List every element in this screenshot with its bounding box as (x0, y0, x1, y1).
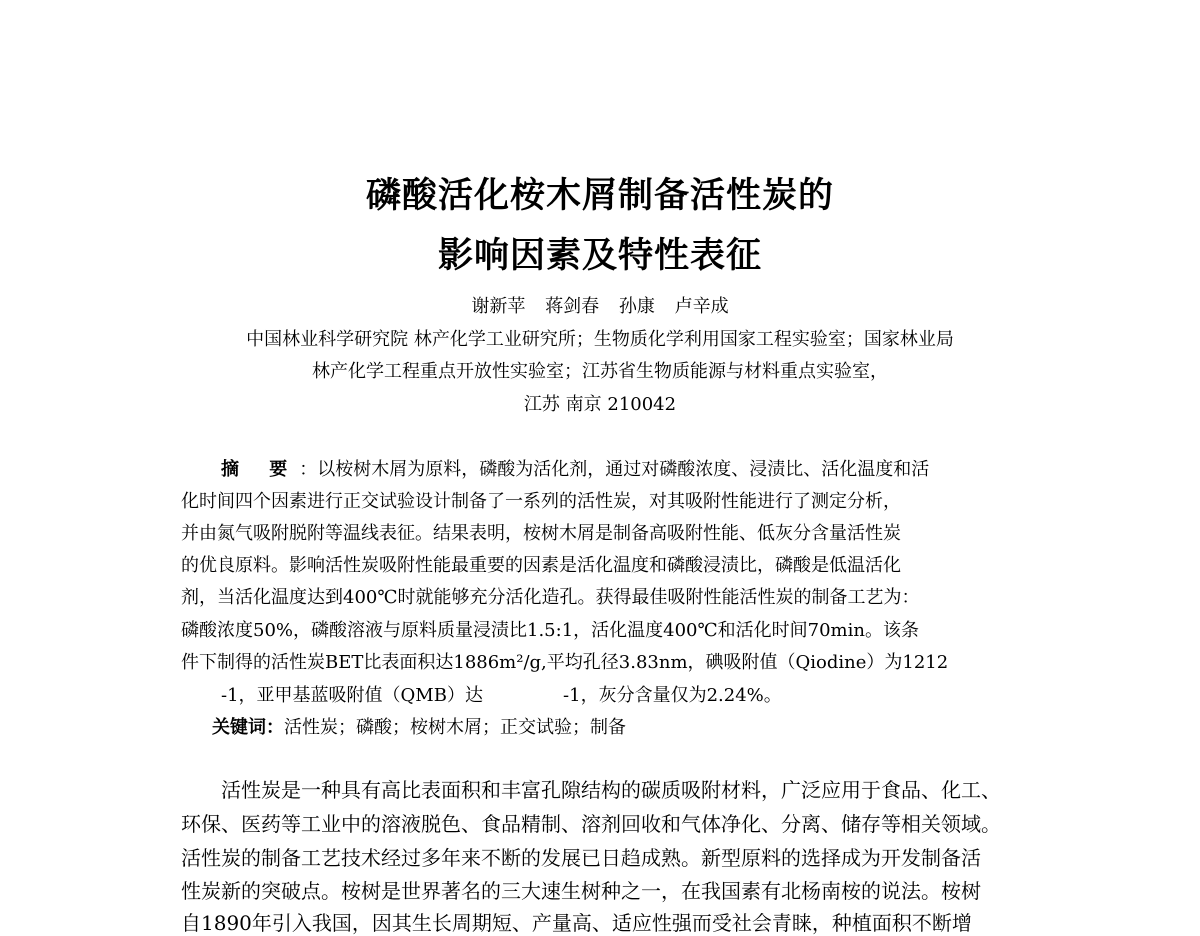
affiliation-line-3: 江苏 南京 210042 (523, 394, 677, 415)
body-paragraph-line: 活性炭的制备工艺技术经过多年来不断的发展已日趋成熟。新型原料的选择成为开发制备活 (181, 846, 981, 870)
body-paragraph-line: 环保、医药等工业中的溶液脱色、食品精制、溶剂回收和气体净化、分离、储存等相关领域。 (181, 812, 1001, 836)
abstract-label: 摘 要 (221, 459, 300, 480)
abstract-line: 化时间四个因素进行正交试验设计制备了一系列的活性炭，对其吸附性能进行了测定分析， (181, 491, 901, 512)
abstract-line: -1，亚甲基蓝吸附值（QMB）达 -1，灰分含量仅为2.24%。 (221, 685, 782, 706)
body-paragraph-line: 性炭新的突破点。桉树是世界著名的三大速生树种之一，在我国素有北杨南桉的说法。桉树 (181, 879, 981, 903)
body-paragraph-line: 自1890年引入我国，因其生长周期短、产量高、适应性强而受社会青睐，种植面积不断增 (181, 911, 972, 935)
abstract-line: 件下制得的活性炭BET比表面积达1886m²/g,平均孔径3.83nm，碘吸附值（Qiodine）为1212 (181, 652, 949, 673)
affiliation-line-2: 林产化学工程重点开放性实验室；江苏省生物质能源与材料重点实验室， (312, 361, 888, 382)
paper-title-line-2: 影响因素及特性表征 (437, 235, 762, 276)
abstract-line: 并由氮气吸附脱附等温线表征。结果表明，桉树木屑是制备高吸附性能、低灰分含量活性炭 (181, 523, 901, 544)
abstract-line (221, 455, 1023, 481)
abstract-text: ：以桉树木屑为原料，磷酸为活化剂，通过对磷酸浓度、浸渍比、活化温度和活 (299, 459, 930, 480)
keywords-label: 关键词： (212, 717, 284, 738)
affiliation-line-1: 中国林业科学研究院 林产化学工业研究所；生物质化学利用国家工程实验室；国家林业局 (246, 329, 954, 350)
abstract-line: 磷酸浓度50%，磷酸溶液与原料质量浸渍比1.5:1，活化温度400℃和活化时间70min。该条 (181, 620, 919, 641)
abstract-line: 的优良原料。影响活性炭吸附性能最重要的因素是活化温度和磷酸浸渍比，磷酸是低温活化 (181, 555, 901, 576)
paper-title-line-1: 磷酸活化桉木屑制备活性炭的 (365, 175, 834, 216)
body-paragraph-line: 活性炭是一种具有高比表面积和丰富孔隙结构的碳质吸附材料，广泛应用于食品、化工、 (221, 778, 1001, 802)
author-list: 谢新苹 蒋剑春 孙康 卢辛成 (471, 296, 729, 317)
keywords-line (212, 713, 1054, 739)
keywords-text: 活性炭；磷酸；桉树木屑；正交试验；制备 (284, 717, 626, 738)
abstract-line: 剂，当活化温度达到400℃时就能够充分活化造孔。获得最佳吸附性能活性炭的制备工艺为： (181, 587, 920, 608)
